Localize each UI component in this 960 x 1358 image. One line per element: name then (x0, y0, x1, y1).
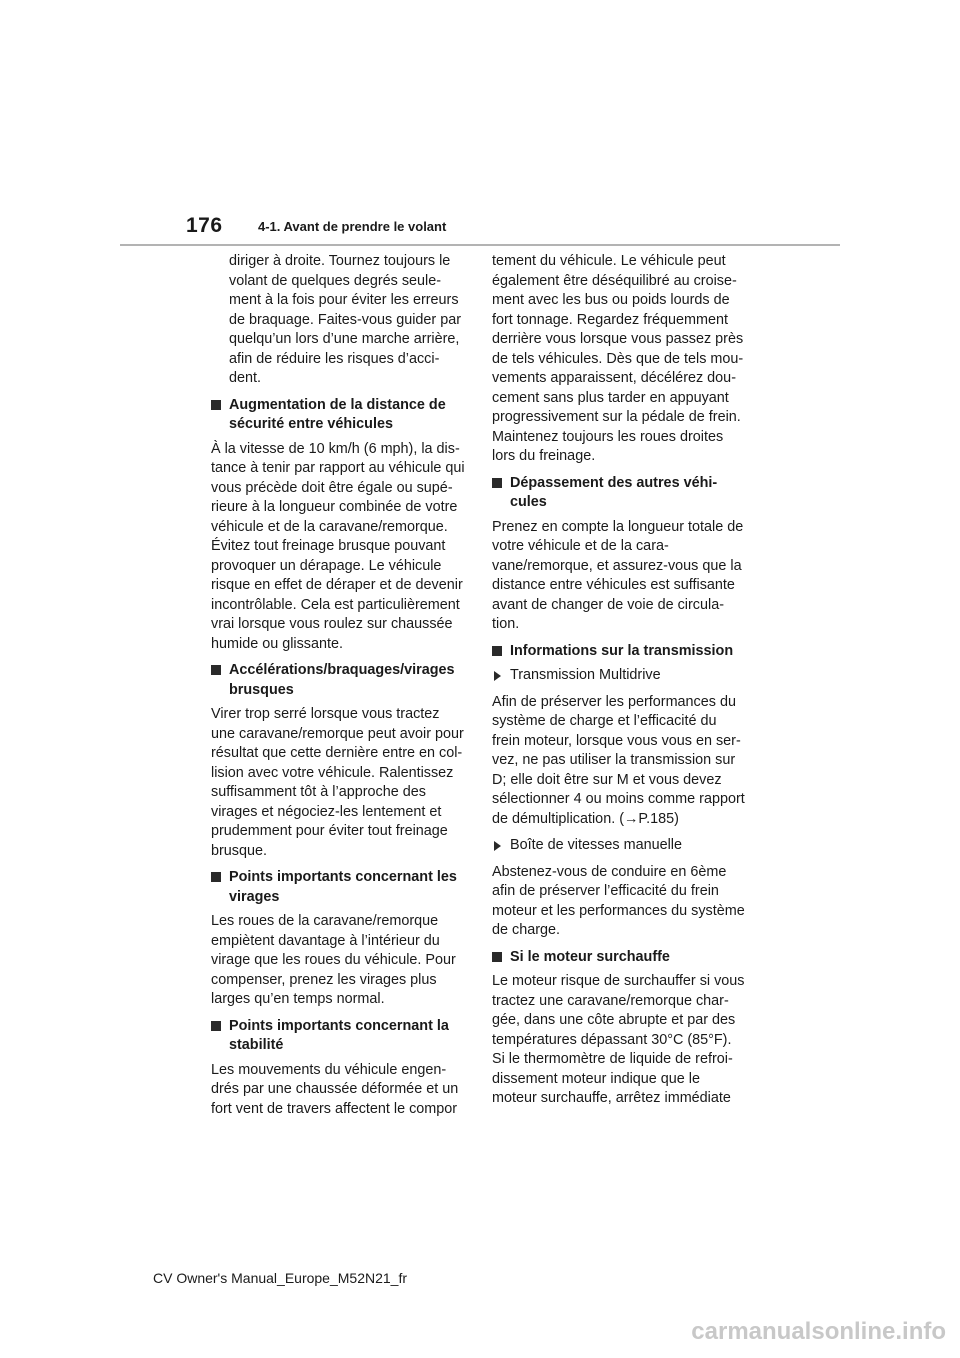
paragraph-stability: Les mouvements du véhicule engendrés par une chaussée déformée et un fort vent de travers affectent le compor (211, 1061, 459, 1117)
heading-text: Augmentation de la distance de sécurité entre véhicules (229, 396, 446, 432)
heading-safety-distance (211, 396, 465, 435)
heading-stability (211, 1017, 465, 1056)
paragraph-manual-gearbox: Abstenez-vous de conduire en 6ème afin de préserver l’efficacité du frein moteur et les performances du système de charge. (492, 863, 745, 938)
header-divider (120, 244, 840, 246)
heading-transmission (492, 642, 746, 662)
bullet-text: Boîte de vitesses manuelle (510, 837, 682, 853)
intro-paragraph: diriger à droite. Tournez toujours le volant de quelques degrés seulement à la fois pour éviter les erreurs de braquage. Faites-vous guider par quelqu’un lors d’une marche arrière, afin de réduire les risques d’accident. (229, 253, 461, 386)
square-bullet-icon (211, 665, 221, 675)
square-bullet-icon (211, 1021, 221, 1031)
bullet-text: Transmission Multidrive (510, 667, 661, 683)
left-column (211, 252, 465, 1126)
paragraph-safety-distance: À la vitesse de 10 km/h (6 mph), la distance à tenir par rapport au véhicule qui vous précède doit être égale ou supérieure à la longueur combinée de votre véhicule et de la caravane/remorque. Évitez tout freinage brusque pouvant provoquer un dérapage. Le véhicule risque en effet de déraper et de devenir incontrôlable. Cela est particulièrement vrai lorsque vous roulez sur chaussée humide ou glissante. (211, 440, 465, 652)
paragraph-sudden-maneuvers: Virer trop serré lorsque vous tractez une caravane/remorque peut avoir pour résultat que cette dernière entre en collision avec votre véhicule. Ralentissez suffisamment tôt à l’approche des virages et négociez-les lentement et prudemment pour éviter tout freinage brusque. (211, 706, 464, 859)
heading-text: Dépassement des autres véhicules (510, 474, 718, 510)
square-bullet-icon (492, 646, 502, 656)
heading-overheating (492, 948, 746, 968)
triangle-bullet-icon (494, 841, 501, 851)
section-title: 4-1. Avant de prendre le volant (258, 219, 447, 234)
square-bullet-icon (492, 478, 502, 488)
heading-text: Points importants concernant la stabilité (229, 1017, 449, 1053)
triangle-bullet-icon (494, 671, 501, 681)
square-bullet-icon (211, 400, 221, 410)
bullet-manual-gearbox (492, 836, 746, 856)
heading-text: Points importants concernant les virages (229, 869, 457, 905)
heading-turns (211, 868, 465, 907)
heading-sudden-maneuvers (211, 661, 465, 700)
heading-text: Informations sur la transmission (510, 642, 734, 659)
paragraph-turns: Les roues de la caravane/remorque empiètent davantage à l’intérieur du virage que les roues du véhicule. Pour compenser, prenez les virages plus larges qu’en temps normal. (211, 913, 456, 1007)
bullet-multidrive (492, 666, 746, 686)
paragraph-multidrive: Afin de préserver les performances du système de charge et l’efficacité du frein moteur, lorsque vous vous en servez, ne pas utiliser la transmission sur D; elle doit être sur M et vous devez sélectionner 4 ou moins comme rapport de démultiplication. (→P.185) (492, 693, 745, 827)
heading-text: Accélérations/braquages/virages brusques (229, 662, 455, 698)
watermark: carmanualsonline.info (691, 1318, 946, 1345)
square-bullet-icon (492, 952, 502, 962)
paragraph-overheating: Le moteur risque de surchauffer si vous tractez une caravane/remorque chargée, dans une côte abrupte et par des températures dépassant 30°C (85°F). Si le thermomètre de liquide de refroidissement moteur indique que le moteur surchauffe, arrêtez immédiate (492, 973, 745, 1106)
page-number: 176 (186, 214, 223, 237)
paragraph-overtaking: Prenez en compte la longueur totale de votre véhicule et de la caravane/remorque, et assurez-vous que la distance entre véhicules est suffisante avant de changer de voie de circulation. (492, 518, 744, 632)
right-column (492, 252, 746, 1116)
square-bullet-icon (211, 872, 221, 882)
paragraph-stability-cont: tement du véhicule. Le véhicule peut également être déséquilibré au croisement avec les bus ou poids lourds de fort tonnage. Regardez fréquemment derrière vous lorsque vous passez près de tels véhicules. Dès que de tels mouvements apparaissent, décélérez doucement sans plus tarder en appuyant progressivement sur la pédale de frein. Maintenez toujours les roues droites lors du freinage. (492, 253, 744, 464)
heading-overtaking (492, 474, 746, 513)
heading-text: Si le moteur surchauffe (510, 948, 670, 965)
footer-manual-id: CV Owner's Manual_Europe_M52N21_fr (152, 1270, 408, 1286)
